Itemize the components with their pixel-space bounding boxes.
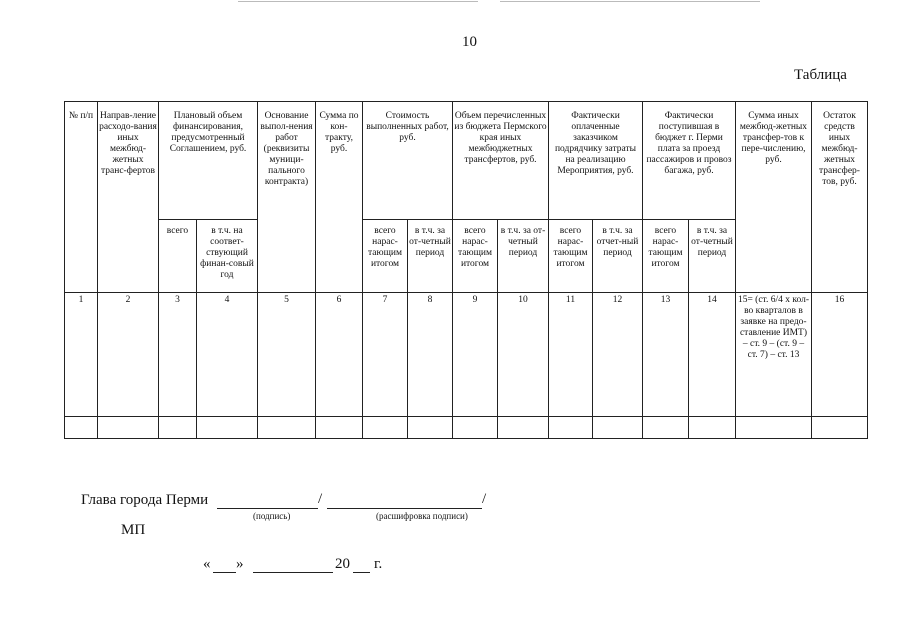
column-number: 4 bbox=[197, 293, 258, 417]
header-planned-volume: Плановый объем финансирования, предусмотренный Соглашением, руб. bbox=[159, 102, 258, 220]
table-cell bbox=[593, 417, 643, 439]
table-cell bbox=[98, 417, 159, 439]
subheader-period: в т.ч. за от-четный период bbox=[408, 220, 453, 293]
table-cell bbox=[812, 417, 868, 439]
decode-caption: (расшифровка подписи) bbox=[376, 511, 468, 521]
year-suffix: г. bbox=[374, 556, 383, 572]
header-number: № п/п bbox=[65, 102, 98, 293]
scan-edge-line bbox=[500, 1, 760, 2]
header-basis: Основание выпол-нения работ (реквизиты муници-пального контракта) bbox=[258, 102, 316, 293]
date-close-quote: » bbox=[236, 556, 244, 572]
table-cell bbox=[549, 417, 593, 439]
signature-decode-line[interactable] bbox=[327, 508, 482, 509]
column-number: 16 bbox=[812, 293, 868, 417]
header-direction: Направ-ление расходо-вания иных межбюд-жетных транс-фертов bbox=[98, 102, 159, 293]
column-number: 3 bbox=[159, 293, 197, 417]
empty-data-row bbox=[65, 417, 868, 439]
table-cell bbox=[453, 417, 498, 439]
column-number: 2 bbox=[98, 293, 159, 417]
page-number: 10 bbox=[462, 34, 477, 50]
table-cell bbox=[65, 417, 98, 439]
signature-label: Глава города Перми bbox=[81, 492, 209, 508]
subheader-cumulative: всего нарас-тающим итогом bbox=[453, 220, 498, 293]
column-number: 11 bbox=[549, 293, 593, 417]
header-paid-costs: Фактически оплаченные заказчиком подрядчику затраты на реализацию Мероприятия, руб. bbox=[549, 102, 643, 220]
table-cell bbox=[197, 417, 258, 439]
column-number: 12 bbox=[593, 293, 643, 417]
header-fare-income: Фактически поступившая в бюджет г. Перми плата за проезд пассажиров и провоз багажа, руб. bbox=[643, 102, 736, 220]
subheader-period: в т.ч. за от-четный период bbox=[689, 220, 736, 293]
date-month-line[interactable] bbox=[253, 572, 333, 573]
column-number: 7 bbox=[363, 293, 408, 417]
subheader-fiscal-year: в т.ч. на соответ-ствующий финан-совый год bbox=[197, 220, 258, 293]
date-open-quote: « bbox=[203, 556, 211, 572]
column-number: 9 bbox=[453, 293, 498, 417]
date-day-line[interactable] bbox=[213, 572, 236, 573]
table-cell bbox=[316, 417, 363, 439]
table-cell bbox=[408, 417, 453, 439]
signature-separator: / bbox=[482, 491, 487, 507]
table-caption: Таблица bbox=[794, 67, 847, 83]
column-number: 10 bbox=[498, 293, 549, 417]
column-number: 1 bbox=[65, 293, 98, 417]
signature-line[interactable] bbox=[217, 508, 318, 509]
seal-label: МП bbox=[121, 522, 146, 538]
column-number: 5 bbox=[258, 293, 316, 417]
table-cell bbox=[258, 417, 316, 439]
table-cell bbox=[689, 417, 736, 439]
subheader-cumulative: всего нарас-тающим итогом bbox=[549, 220, 593, 293]
table-cell bbox=[643, 417, 689, 439]
table-cell bbox=[498, 417, 549, 439]
header-transfer-sum: Сумма иных межбюд-жетных трансфер-тов к пере-числению, руб. bbox=[736, 102, 812, 293]
column-number: 14 bbox=[689, 293, 736, 417]
header-work-cost: Стоимость выполненных работ, руб. bbox=[363, 102, 453, 220]
header-contract-sum: Сумма по кон-тракту, руб. bbox=[316, 102, 363, 293]
header-transferred-volume: Объем перечисленных из бюджета Пермского края иных межбюджетных трансфертов, руб. bbox=[453, 102, 549, 220]
column-number: 8 bbox=[408, 293, 453, 417]
subheader-cumulative: всего нарас-тающим итогом bbox=[643, 220, 689, 293]
table-cell bbox=[363, 417, 408, 439]
signature-separator: / bbox=[318, 491, 323, 507]
sign-caption: (подпись) bbox=[253, 511, 291, 521]
table-cell bbox=[736, 417, 812, 439]
year-prefix: 20 bbox=[335, 556, 350, 572]
scan-edge-line bbox=[238, 1, 478, 2]
subheader-period: в т.ч. за отчет-ный период bbox=[593, 220, 643, 293]
subheader-cumulative: всего нарас-тающим итогом bbox=[363, 220, 408, 293]
date-year-line[interactable] bbox=[353, 572, 370, 573]
header-balance: Остаток средств иных межбюд-жетных трансфер-тов, руб. bbox=[812, 102, 868, 293]
column-number: 6 bbox=[316, 293, 363, 417]
column-number-formula: 15= (ст. 6/4 х кол-во кварталов в заявке на предо-ставление ИМТ) – ст. 9 – (ст. 9 – ст. 7) – ст. 13 bbox=[736, 293, 812, 417]
column-number: 13 bbox=[643, 293, 689, 417]
subheader-total: всего bbox=[159, 220, 197, 293]
subheader-period: в т.ч. за от-четный период bbox=[498, 220, 549, 293]
table-cell bbox=[159, 417, 197, 439]
report-table bbox=[64, 101, 868, 439]
